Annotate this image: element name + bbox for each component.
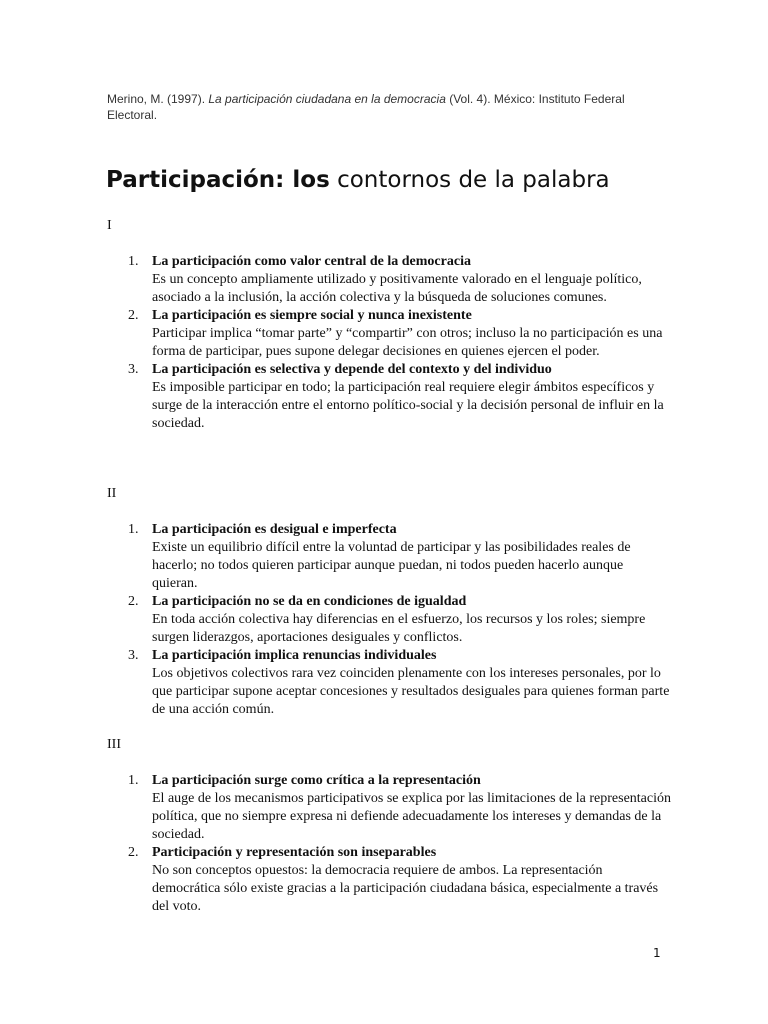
list-item — [0, 844, 672, 916]
list-item-number: 2. — [128, 845, 139, 860]
section-label-i: I — [107, 218, 112, 233]
list-item — [0, 307, 672, 361]
list-item-body: El auge de los mecanismos participativos se explica por las limitaciones de la representación política, que no siempre expresa ni defiende adecuadamente los intereses y demandas de la sociedad. — [152, 791, 671, 842]
list-item-body: En toda acción colectiva hay diferencias en el esfuerzo, los recursos y los roles; siempre surgen liderazgos, aportaciones desiguales y conflictos. — [152, 612, 646, 645]
list-item — [0, 647, 672, 719]
list-item-heading: Participación y representación son inseparables — [152, 845, 437, 860]
list-item-number: 1. — [128, 773, 139, 788]
list-item-number: 3. — [128, 648, 139, 663]
citation-publisher: (Vol. 4). México: Instituto Federal Electoral. — [107, 92, 625, 122]
list-item-body: Participar implica “tomar parte” y “compartir” con otros; incluso la no participación es una forma de participar, pues supone delegar decisiones en quienes ejercen el poder. — [152, 326, 663, 359]
page-number: 1 — [653, 946, 661, 960]
list-item-heading: La participación no se da en condiciones de igualdad — [152, 594, 467, 609]
list-item-body: Es imposible participar en todo; la participación real requiere elegir ámbitos específicos y surge de la interacción entre el entorno político-social y la decisión personal de influir en la sociedad. — [152, 380, 664, 431]
list-item-heading: La participación es desigual e imperfecta — [152, 522, 397, 537]
list-item — [0, 772, 672, 844]
list-item-number: 2. — [128, 594, 139, 609]
list-item-number: 1. — [128, 522, 139, 537]
list-item-heading: La participación implica renuncias individuales — [152, 648, 437, 663]
list-item-heading: La participación como valor central de la democracia — [152, 254, 471, 269]
citation-book-title: La participación ciudadana en la democracia — [208, 92, 446, 106]
list-item-heading: La participación es selectiva y depende del contexto y del individuo — [152, 362, 552, 377]
title-bold-part: Participación: los — [106, 167, 330, 193]
section-ii-list — [0, 521, 768, 719]
list-item — [0, 593, 672, 647]
section-iii-list — [0, 772, 768, 916]
section-i-list — [0, 253, 768, 433]
citation — [107, 91, 667, 123]
section-label-iii: III — [107, 737, 121, 752]
list-item-heading: La participación es siempre social y nunca inexistente — [152, 308, 472, 323]
list-item-heading: La participación surge como crítica a la representación — [152, 773, 481, 788]
list-item-number: 1. — [128, 254, 139, 269]
list-item-number: 2. — [128, 308, 139, 323]
list-item-body: Los objetivos colectivos rara vez coinciden plenamente con los intereses personales, por lo que participar supone aceptar concesiones y resultados desiguales para quienes forman parte de una acción común. — [152, 666, 670, 717]
list-item-body: Es un concepto ampliamente utilizado y positivamente valorado en el lenguaje político, asociado a la inclusión, la acción colectiva y la búsqueda de soluciones comunes. — [152, 272, 642, 305]
list-item-body: Existe un equilibrio difícil entre la voluntad de participar y las posibilidades reales de hacerlo; no todos quieren participar aunque puedan, ni todos pueden hacerlo aunque quieran. — [152, 540, 631, 591]
title-regular-part: contornos de la palabra — [329, 167, 610, 193]
list-item — [0, 521, 672, 593]
list-item-body: No son conceptos opuestos: la democracia requiere de ambos. La representación democrática sólo existe gracias a la participación ciudadana básica, especialmente a través del voto. — [152, 863, 659, 914]
section-label-ii: II — [107, 486, 117, 501]
list-item — [0, 253, 672, 307]
citation-authors-year: Merino, M. (1997). — [107, 92, 209, 106]
page-title — [106, 164, 706, 196]
list-item-number: 3. — [128, 362, 139, 377]
list-item — [0, 361, 672, 433]
